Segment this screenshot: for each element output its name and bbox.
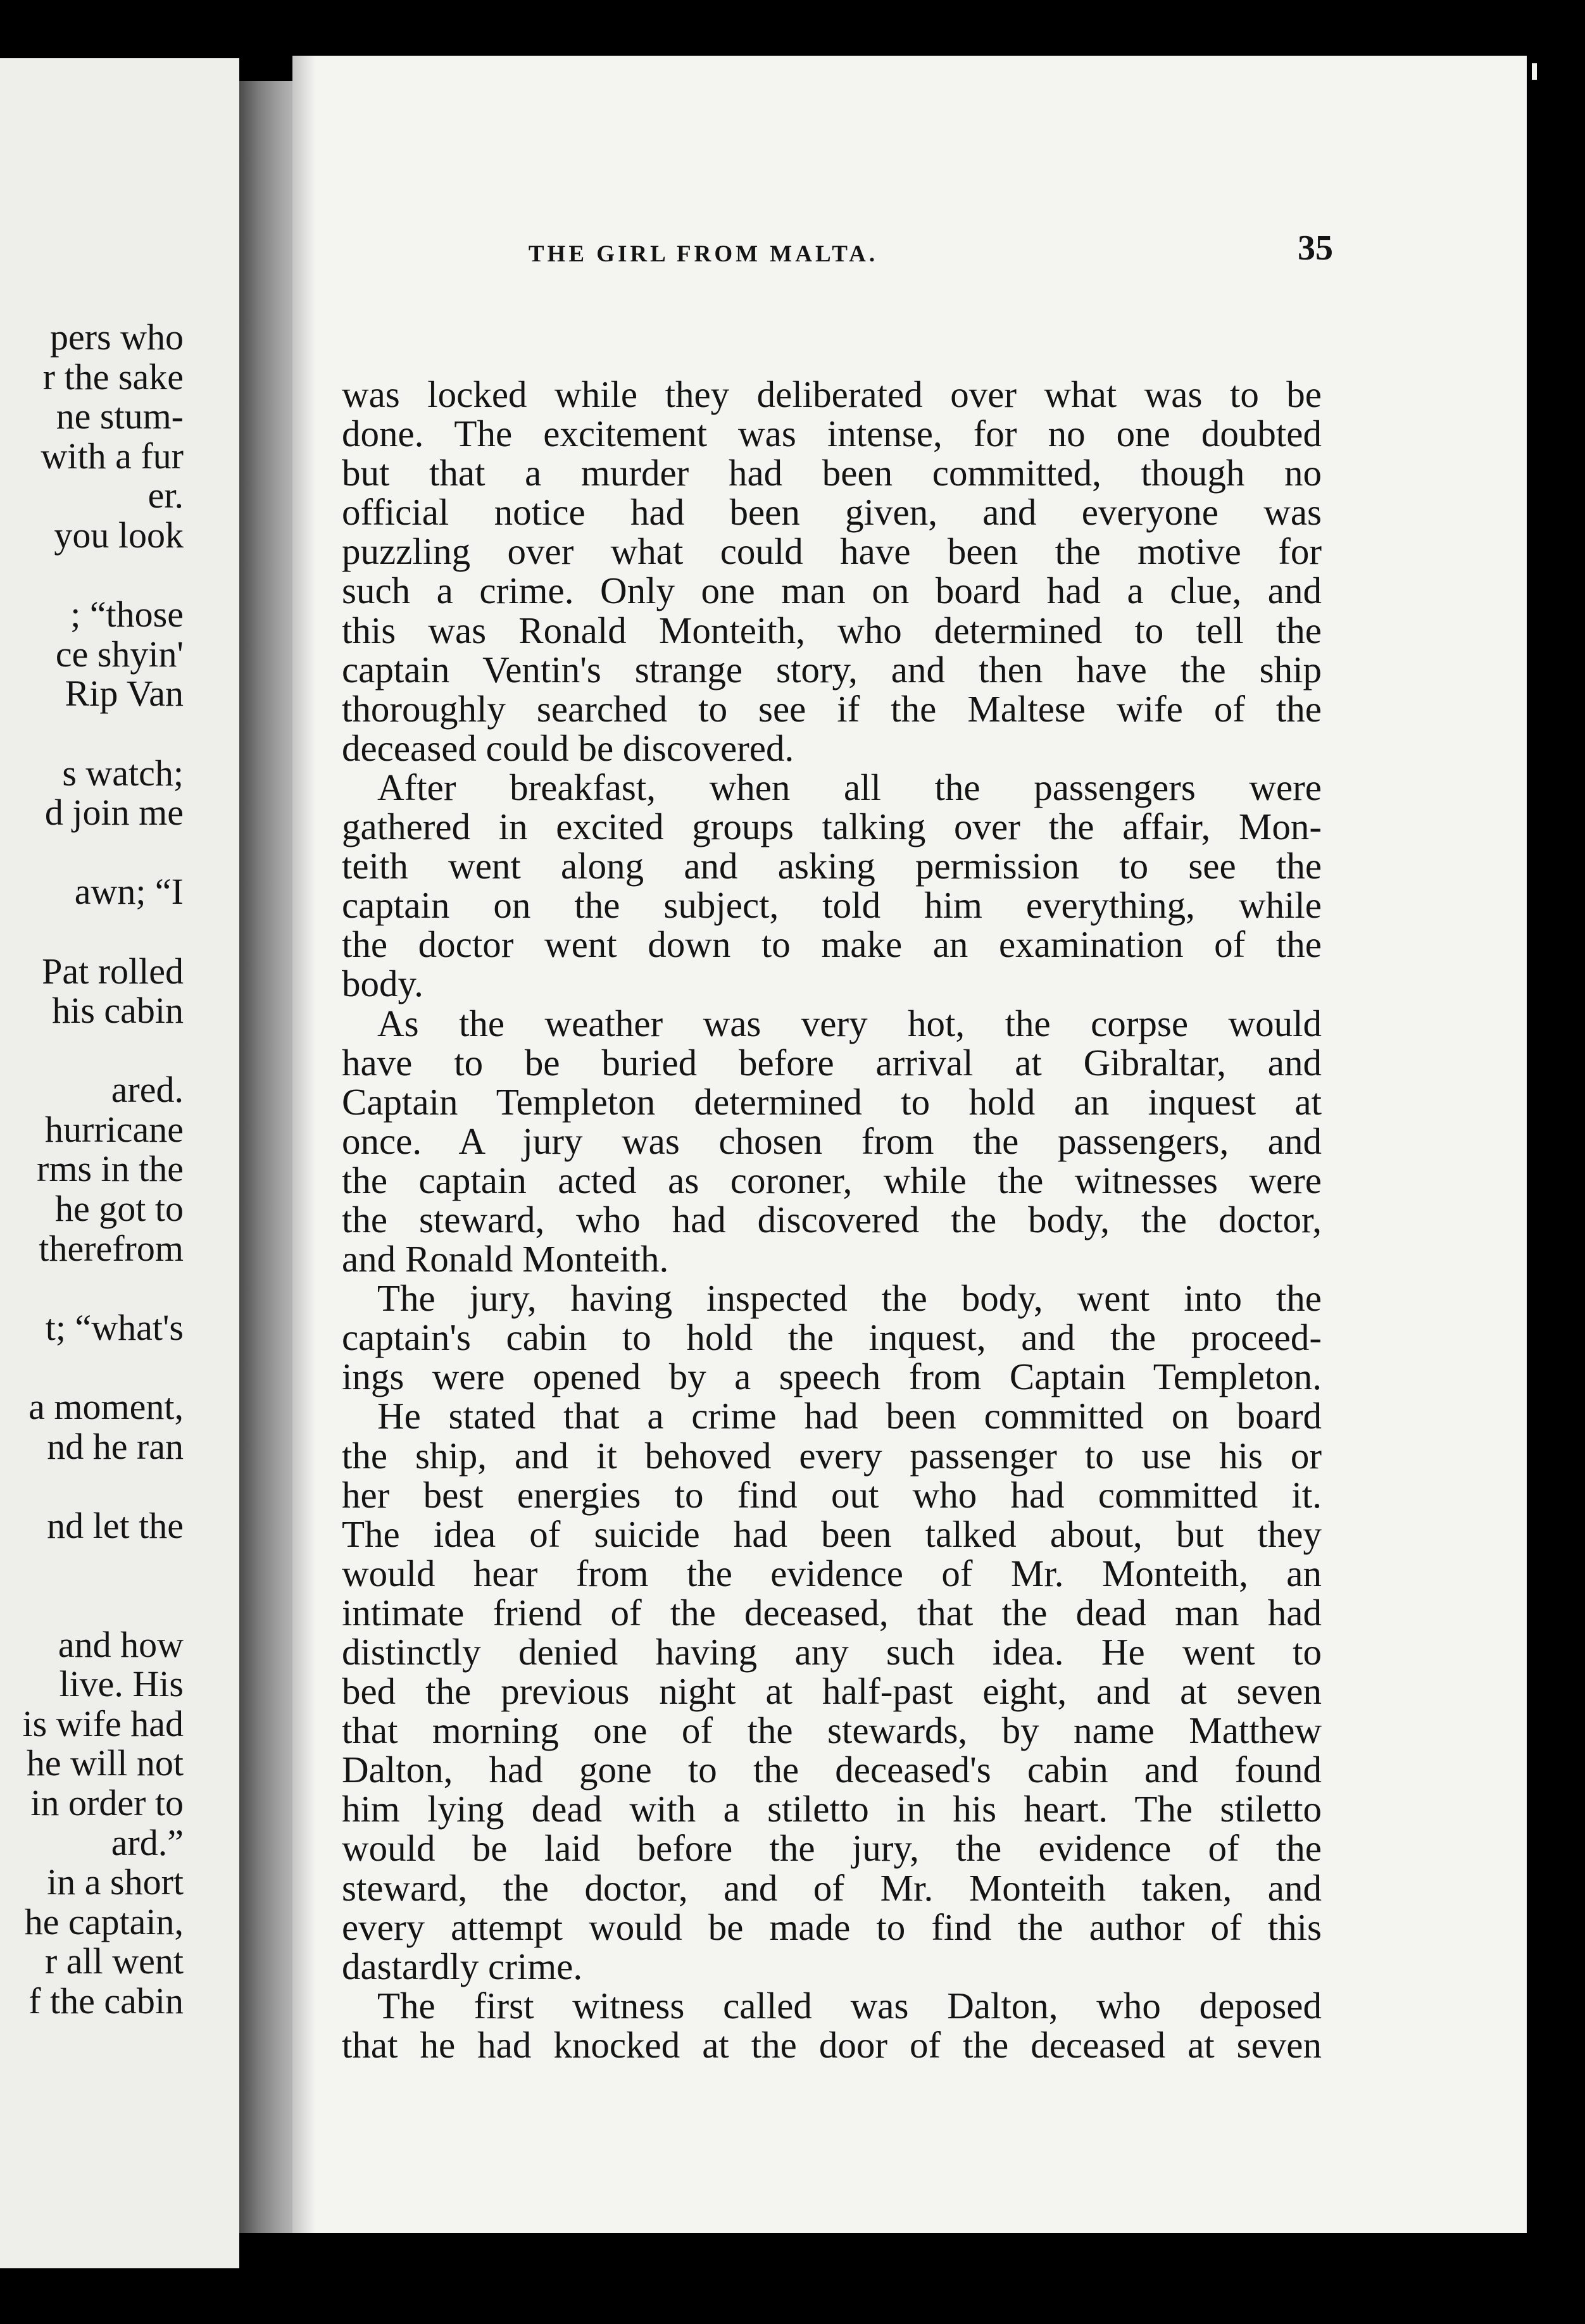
- previous-page-line: [0, 1268, 184, 1308]
- body-text-line: every attempt would be made to find the author of this: [342, 1906, 1322, 1948]
- body-text-line: would hear from the evidence of Mr. Monteith, an: [342, 1552, 1322, 1594]
- previous-page-line: [0, 833, 184, 873]
- previous-page-line: therefrom: [39, 1227, 184, 1269]
- body-text-line: and Ronald Monteith.: [342, 1238, 669, 1280]
- body-text-line: The idea of suicide had been talked about, but they: [342, 1513, 1322, 1555]
- previous-page-line: [0, 714, 184, 754]
- body-text-line: As the weather was very hot, the corpse would: [377, 1002, 1322, 1044]
- previous-page-line: [0, 912, 184, 952]
- previous-page-line: is wife had: [22, 1702, 184, 1744]
- previous-page-line: and how: [58, 1623, 184, 1665]
- previous-page-line: nd let the: [47, 1504, 184, 1546]
- body-text-line: official notice had been given, and everyone was: [342, 491, 1322, 534]
- previous-page-line: ce shyin': [55, 633, 184, 675]
- previous-page-line: he will not: [26, 1742, 184, 1784]
- body-text-line: the ship, and it behoved every passenger to use his or: [342, 1434, 1322, 1477]
- previous-page: [0, 58, 239, 2268]
- body-text-line: was locked while they deliberated over what was to be: [342, 373, 1322, 415]
- previous-page-line: his cabin: [52, 990, 184, 1032]
- body-text-line: deceased could be discovered.: [342, 727, 794, 769]
- body-text-line: done. The excitement was intense, for no one doubted: [342, 413, 1322, 455]
- body-text-line: the doctor went down to make an examination of the: [342, 923, 1322, 966]
- previous-page-line: he captain,: [24, 1901, 184, 1942]
- body-text-line: that morning one of the stewards, by name Matthew: [342, 1709, 1322, 1752]
- body-text-line: The jury, having inspected the body, went into the: [377, 1277, 1322, 1320]
- running-head: THE GIRL FROM MALTA.: [528, 241, 879, 267]
- previous-page-line: a moment,: [28, 1386, 184, 1428]
- body-text-line: ings were opened by a speech from Captain Templeton.: [342, 1356, 1322, 1398]
- previous-page-line: [0, 1466, 184, 1506]
- previous-page-line: ne stum-: [56, 396, 184, 437]
- body-text-line: would be laid before the jury, the evidence of the: [342, 1827, 1322, 1870]
- body-text-line: have to be buried before arrival at Gibraltar, and: [342, 1041, 1322, 1084]
- previous-page-line: er.: [147, 475, 184, 516]
- previous-page-line: r the sake: [42, 356, 184, 397]
- previous-page-line: hurricane: [45, 1108, 184, 1150]
- previous-page-line: live. His: [59, 1663, 184, 1705]
- previous-page-line: in a short: [47, 1861, 184, 1903]
- previous-page-line: [0, 1585, 184, 1625]
- body-text-line: body.: [342, 963, 423, 1005]
- previous-page-line: [0, 1031, 184, 1071]
- previous-page-line: Rip Van: [65, 673, 184, 715]
- previous-page-line: you look: [54, 514, 184, 556]
- body-text-line: that he had knocked at the door of the deceased at seven: [342, 2023, 1322, 2066]
- body-text-line: him lying dead with a stiletto in his heart. The stiletto: [342, 1788, 1322, 1830]
- page-number: 35: [1298, 228, 1333, 268]
- previous-page-line: t; “what's: [45, 1306, 184, 1348]
- body-text-line: her best energies to find out who had committed it.: [342, 1473, 1322, 1516]
- body-text-line: dastardly crime.: [342, 1945, 583, 1987]
- previous-page-line: [0, 556, 184, 596]
- previous-page-line: awn; “I: [74, 871, 184, 913]
- previous-page-line: ared.: [111, 1069, 184, 1111]
- body-text-line: intimate friend of the deceased, that the dead man had: [342, 1591, 1322, 1634]
- previous-page-line: pers who: [49, 316, 184, 358]
- body-text-line: distinctly denied having any such idea. He went to: [342, 1631, 1322, 1673]
- previous-page-line: Pat rolled: [42, 950, 184, 992]
- body-text-line: The first witness called was Dalton, who deposed: [377, 1984, 1322, 2027]
- body-text-line: captain's cabin to hold the inquest, and the proceed-: [342, 1316, 1322, 1359]
- body-text-line: bed the previous night at half-past eight, and at seven: [342, 1670, 1322, 1713]
- page-edge-mark: [1532, 63, 1537, 80]
- previous-page-line: rms in the: [37, 1148, 184, 1190]
- previous-page-line: d join me: [44, 792, 184, 834]
- previous-page-line: in order to: [30, 1782, 184, 1823]
- previous-page-line: r all went: [44, 1940, 184, 1982]
- body-text-line: once. A jury was chosen from the passengers, and: [342, 1120, 1322, 1162]
- body-text-line: puzzling over what could have been the motive for: [342, 530, 1322, 573]
- previous-page-line: ; “those: [70, 594, 184, 635]
- body-text-line: Dalton, had gone to the deceased's cabin and found: [342, 1749, 1322, 1791]
- previous-page-line: [0, 1546, 184, 1585]
- previous-page-text: [0, 318, 184, 2021]
- body-text-line: the captain acted as coroner, while the witnesses were: [342, 1159, 1322, 1201]
- body-text-line: such a crime. Only one man on board had a clue, and: [342, 570, 1322, 612]
- previous-page-line: nd he ran: [47, 1425, 184, 1467]
- previous-page-line: [0, 1347, 184, 1387]
- previous-page-line: s watch;: [62, 752, 184, 794]
- body-text-line: steward, the doctor, and of Mr. Monteith taken, and: [342, 1866, 1322, 1909]
- body-text-line: but that a murder had been committed, though no: [342, 452, 1322, 494]
- body-text-line: Captain Templeton determined to hold an inquest at: [342, 1080, 1322, 1123]
- body-text-line: thoroughly searched to see if the Maltese wife of the: [342, 687, 1322, 730]
- previous-page-line: ard.”: [111, 1821, 184, 1863]
- body-text-line: He stated that a crime had been committed on board: [377, 1395, 1322, 1437]
- page-body-text: [342, 375, 1322, 2065]
- body-text-line: captain Ventin's strange story, and then have the ship: [342, 648, 1322, 690]
- body-text-line: captain on the subject, told him everything, while: [342, 884, 1322, 927]
- body-text-line: teith went along and asking permission to see the: [342, 845, 1322, 887]
- body-text-line: gathered in excited groups talking over the affair, Mon-: [342, 806, 1322, 848]
- previous-page-line: he got to: [55, 1188, 184, 1230]
- body-text-line: the steward, who had discovered the body, the doctor,: [342, 1198, 1322, 1240]
- previous-page-line: f the cabin: [28, 1980, 184, 2021]
- previous-page-line: with a fur: [41, 435, 184, 477]
- body-text-line: this was Ronald Monteith, who determined to tell the: [342, 609, 1322, 651]
- body-text-line: After breakfast, when all the passengers were: [377, 766, 1322, 808]
